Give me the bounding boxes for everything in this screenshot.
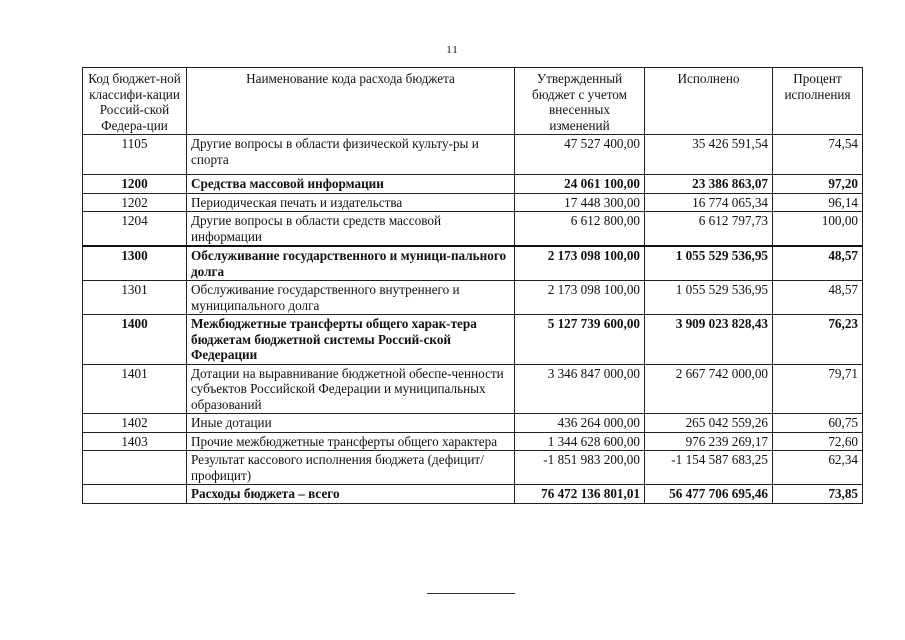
row-code: 1204 — [83, 212, 187, 247]
row-approved: 436 264 000,00 — [515, 414, 645, 433]
row-name: Дотации на выравнивание бюджетной обеспе-ченности субъектов Российской Федерации и муниципальных образований — [187, 364, 515, 414]
row-approved: 3 346 847 000,00 — [515, 364, 645, 414]
row-executed: 1 055 529 536,95 — [645, 246, 773, 281]
row-name: Обслуживание государственного и муници-пального долга — [187, 246, 515, 281]
row-name: Результат кассового исполнения бюджета (дефицит/профицит) — [187, 451, 515, 485]
row-percent: 72,60 — [773, 432, 863, 451]
row-percent: 74,54 — [773, 135, 863, 175]
row-name: Обслуживание государственного внутреннего и муниципального долга — [187, 281, 515, 315]
row-approved: -1 851 983 200,00 — [515, 451, 645, 485]
header-name: Наименование кода расхода бюджета — [187, 68, 515, 135]
row-approved: 6 612 800,00 — [515, 212, 645, 247]
table-row — [83, 175, 863, 194]
row-percent: 48,57 — [773, 246, 863, 281]
row-code: 1200 — [83, 175, 187, 194]
row-name: Периодическая печать и издательства — [187, 193, 515, 212]
row-percent: 100,00 — [773, 212, 863, 247]
row-executed: 16 774 065,34 — [645, 193, 773, 212]
row-code: 1402 — [83, 414, 187, 433]
row-name: Прочие межбюджетные трансферты общего характера — [187, 432, 515, 451]
header-executed: Исполнено — [645, 68, 773, 135]
header-code: Код бюджет-ной классифи-кации Россий-ской Федера-ции — [83, 68, 187, 135]
table-row — [83, 281, 863, 315]
table-header-row — [83, 68, 863, 135]
row-code: 1301 — [83, 281, 187, 315]
page-number: 11 — [446, 44, 459, 56]
row-percent: 97,20 — [773, 175, 863, 194]
table-row — [83, 451, 863, 485]
row-executed: 1 055 529 536,95 — [645, 281, 773, 315]
row-name: Межбюджетные трансферты общего харак-тера бюджетам бюджетной системы Россий-ской Федерации — [187, 315, 515, 365]
row-percent: 76,23 — [773, 315, 863, 365]
row-approved: 47 527 400,00 — [515, 135, 645, 175]
row-executed: 23 386 863,07 — [645, 175, 773, 194]
row-approved: 2 173 098 100,00 — [515, 246, 645, 281]
row-approved: 2 173 098 100,00 — [515, 281, 645, 315]
row-percent: 60,75 — [773, 414, 863, 433]
row-approved: 1 344 628 600,00 — [515, 432, 645, 451]
row-executed: 56 477 706 695,46 — [645, 485, 773, 504]
header-approved: Утвержденный бюджет с учетом внесенных изменений — [515, 68, 645, 135]
row-approved: 5 127 739 600,00 — [515, 315, 645, 365]
table-row — [83, 212, 863, 247]
header-percent: Процент исполнения — [773, 68, 863, 135]
table-row-total — [83, 485, 863, 504]
row-executed: 6 612 797,73 — [645, 212, 773, 247]
row-code: 1300 — [83, 246, 187, 281]
row-executed: 2 667 742 000,00 — [645, 364, 773, 414]
row-name: Иные дотации — [187, 414, 515, 433]
budget-expenditure-table — [82, 67, 863, 504]
row-executed: 3 909 023 828,43 — [645, 315, 773, 365]
row-percent: 62,34 — [773, 451, 863, 485]
row-code: 1401 — [83, 364, 187, 414]
table-row — [83, 432, 863, 451]
row-code: 1400 — [83, 315, 187, 365]
row-percent: 73,85 — [773, 485, 863, 504]
row-approved: 24 061 100,00 — [515, 175, 645, 194]
row-code: 1202 — [83, 193, 187, 212]
row-executed: -1 154 587 683,25 — [645, 451, 773, 485]
row-name: Другие вопросы в области физической культу-ры и спорта — [187, 135, 515, 175]
row-approved: 17 448 300,00 — [515, 193, 645, 212]
table-row — [83, 193, 863, 212]
row-executed: 265 042 559,26 — [645, 414, 773, 433]
table-row — [83, 135, 863, 175]
row-name: Другие вопросы в области средств массовой информации — [187, 212, 515, 247]
row-code — [83, 451, 187, 485]
row-code: 1403 — [83, 432, 187, 451]
row-percent: 79,71 — [773, 364, 863, 414]
table-row — [83, 246, 863, 281]
row-name: Средства массовой информации — [187, 175, 515, 194]
row-approved: 76 472 136 801,01 — [515, 485, 645, 504]
table-row — [83, 315, 863, 365]
row-code: 1105 — [83, 135, 187, 175]
row-percent: 48,57 — [773, 281, 863, 315]
table-row — [83, 364, 863, 414]
table-row — [83, 414, 863, 433]
row-percent: 96,14 — [773, 193, 863, 212]
row-name: Расходы бюджета – всего — [187, 485, 515, 504]
footer-divider — [427, 593, 515, 594]
row-code — [83, 485, 187, 504]
row-executed: 976 239 269,17 — [645, 432, 773, 451]
row-executed: 35 426 591,54 — [645, 135, 773, 175]
